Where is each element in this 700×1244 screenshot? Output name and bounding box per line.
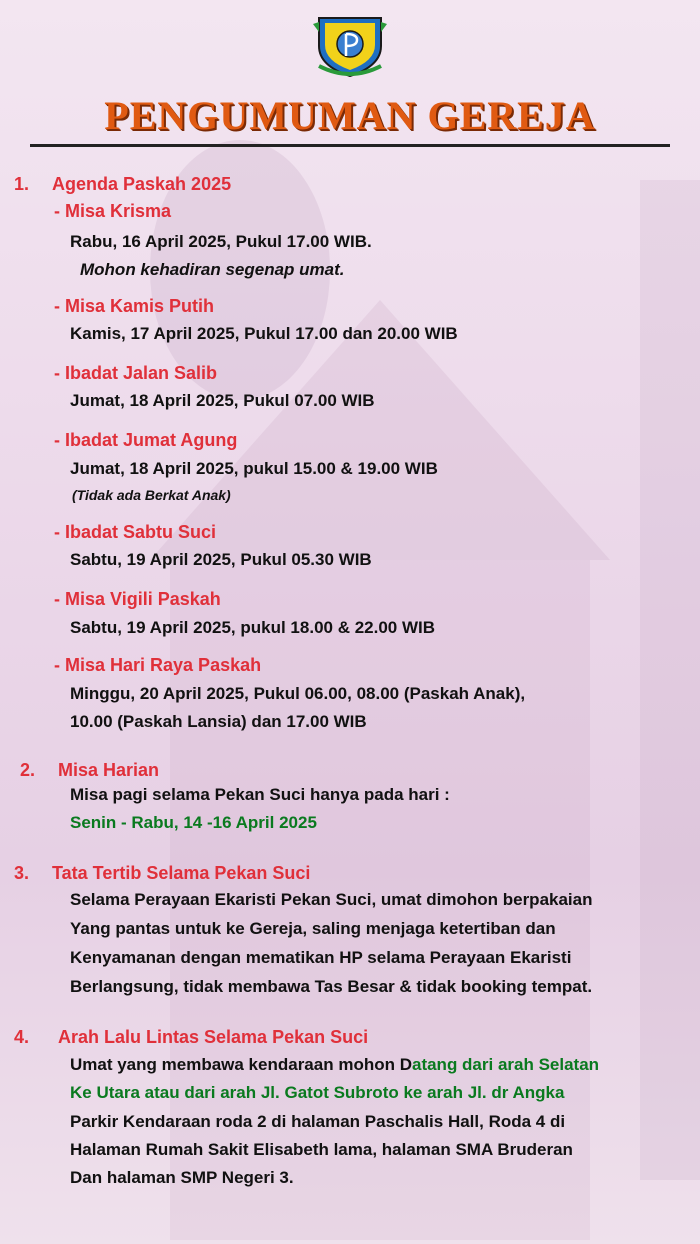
item-label: - Misa Krisma	[54, 201, 172, 221]
item-note: (Tidak ada Berkat Anak)	[72, 487, 231, 503]
section-3-heading: Tata Tertib Selama Pekan Suci	[52, 863, 311, 883]
section-2-text: Misa pagi selama Pekan Suci hanya pada hari :	[70, 785, 450, 804]
section-4-heading: Arah Lalu Lintas Selama Pekan Suci	[58, 1027, 369, 1047]
section-3-text: Berlangsung, tidak membawa Tas Besar & tidak booking tempat.	[70, 977, 593, 996]
section-2-number: 2.	[20, 760, 36, 780]
section-4-text-prefix: Umat yang membawa kendaraan mohon D	[70, 1055, 412, 1074]
section-4-direction-highlight: Ke Utara atau dari arah Jl. Gatot Subroto ke arah Jl. dr Angka	[70, 1083, 565, 1102]
item-label: - Misa Kamis Putih	[54, 296, 215, 316]
section-1-number: 1.	[14, 174, 30, 194]
item-label: - Ibadat Jumat Agung	[54, 430, 238, 450]
item-schedule: Sabtu, 19 April 2025, pukul 18.00 & 22.00 WIB	[70, 618, 436, 637]
section-3-text: Kenyamanan dengan mematikan HP selama Perayaan Ekaristi	[70, 948, 572, 967]
item-schedule: Sabtu, 19 April 2025, Pukul 05.30 WIB	[70, 550, 372, 569]
item-schedule: 10.00 (Paskah Lansia) dan 17.00 WIB	[70, 712, 367, 731]
item-label: - Ibadat Sabtu Suci	[54, 522, 217, 542]
item-label: - Ibadat Jalan Salib	[54, 363, 218, 383]
item-label: - Misa Hari Raya Paskah	[54, 655, 262, 675]
background-building-edge	[640, 180, 700, 1180]
section-4-direction-highlight: atang dari arah Selatan	[411, 1055, 600, 1074]
section-4-text-line1	[70, 1055, 599, 1075]
section-2-heading: Misa Harian	[58, 760, 160, 780]
section-4-text: Halaman Rumah Sakit Elisabeth lama, halaman SMA Bruderan	[70, 1140, 573, 1159]
item-schedule: Jumat, 18 April 2025, pukul 15.00 & 19.00 WIB	[70, 459, 438, 478]
section-1-heading: Agenda Paskah 2025	[52, 174, 232, 194]
item-schedule: Minggu, 20 April 2025, Pukul 06.00, 08.00 (Paskah Anak),	[70, 684, 526, 703]
page-title: PENGUMUMAN GEREJA	[104, 93, 596, 138]
section-4-number: 4.	[14, 1027, 30, 1047]
section-3-number: 3.	[14, 863, 30, 883]
title-divider	[30, 144, 670, 147]
item-schedule: Jumat, 18 April 2025, Pukul 07.00 WIB	[70, 391, 375, 410]
section-4-text: Parkir Kendaraan roda 2 di halaman Paschalis Hall, Roda 4 di	[70, 1112, 566, 1131]
section-4-text: Dan halaman SMP Negeri 3.	[70, 1168, 294, 1187]
section-2-highlight: Senin - Rabu, 14 -16 April 2025	[70, 813, 317, 832]
item-schedule: Rabu, 16 April 2025, Pukul 17.00 WIB.	[70, 232, 372, 251]
section-3-text: Yang pantas untuk ke Gereja, saling menjaga ketertiban dan	[70, 919, 556, 938]
church-emblem-logo	[311, 12, 389, 80]
section-3-text: Selama Perayaan Ekaristi Pekan Suci, umat dimohon berpakaian	[70, 890, 593, 909]
item-label: - Misa Vigili Paskah	[54, 589, 221, 609]
item-note: Mohon kehadiran segenap umat.	[80, 260, 345, 279]
item-schedule: Kamis, 17 April 2025, Pukul 17.00 dan 20.00 WIB	[70, 324, 458, 343]
